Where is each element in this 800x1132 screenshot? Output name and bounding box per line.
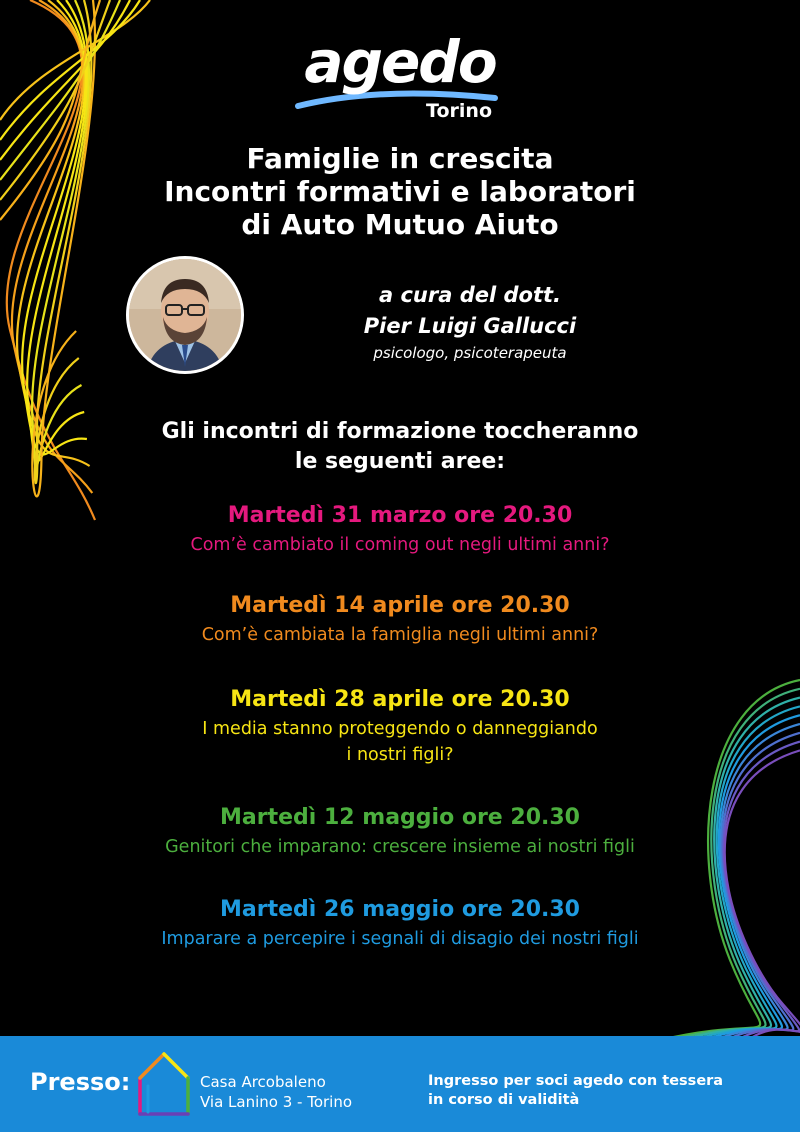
footer-bar: [0, 1036, 800, 1132]
logo-wordmark: agedo: [304, 28, 496, 96]
session-topic: Genitori che imparano: crescere insieme ai nostri figli: [165, 837, 635, 857]
entry-note-line-1: Ingresso per soci agedo con tessera: [428, 1073, 724, 1089]
session-date: Martedì 28 aprile ore 20.30: [230, 687, 570, 712]
intro-text: [0, 417, 800, 477]
session-item: [0, 802, 800, 860]
logo-city: Torino: [426, 100, 492, 122]
venue-name: Casa Arcobaleno: [200, 1073, 326, 1091]
session-topic: Com’è cambiata la famiglia negli ultimi anni?: [201, 625, 599, 645]
intro-line-2: le seguenti aree:: [294, 449, 506, 474]
session-topic-line-2: i nostri figli?: [346, 745, 454, 765]
session-date: Martedì 14 aprile ore 20.30: [230, 593, 570, 618]
session-topic: Com’è cambiato il coming out negli ultimi anni?: [190, 535, 610, 555]
intro-line-1: Gli incontri di formazione toccheranno: [161, 419, 639, 444]
decorative-line: [715, 724, 800, 1040]
casa-arcobaleno-logo-icon: [134, 1048, 194, 1118]
curator-intro: a cura del dott.: [378, 283, 562, 307]
session-date: Martedì 31 marzo ore 20.30: [227, 503, 573, 528]
decorative-line: [724, 742, 800, 1040]
decorative-line: [0, 0, 130, 160]
title-line-3: di Auto Mutuo Aiuto: [241, 208, 559, 241]
title-line-1: Famiglie in crescita: [246, 142, 554, 175]
presso-label: Presso:: [30, 1068, 131, 1096]
session-item: [0, 500, 800, 558]
agedo-logo: [290, 28, 510, 128]
decorative-line: [0, 0, 140, 140]
curator-name: Pier Luigi Gallucci: [363, 314, 577, 338]
page-title: [0, 142, 800, 241]
session-item: [0, 590, 800, 648]
entry-note: [428, 1072, 723, 1110]
session-date: Martedì 26 maggio ore 20.30: [220, 897, 580, 922]
title-line-2: Incontri formativi e laboratori: [164, 175, 636, 208]
session-topic: I media stanno proteggendo o danneggiando: [202, 719, 598, 739]
entry-note-line-2: in corso di validità: [428, 1092, 580, 1108]
session-topic: Imparare a percepire i segnali di disagio dei nostri figli: [161, 929, 639, 949]
venue-address: Via Lanino 3 - Torino: [200, 1093, 353, 1111]
decorative-line: [722, 733, 800, 1040]
decorative-line: [0, 0, 150, 120]
curator-block: [300, 280, 640, 364]
session-date: Martedì 12 maggio ore 20.30: [220, 805, 580, 830]
session-item: [0, 684, 800, 768]
curator-role: psicologo, psicoterapeuta: [373, 344, 567, 362]
venue: [200, 1072, 352, 1112]
decorative-line: [35, 0, 92, 483]
speaker-photo: [126, 256, 244, 374]
session-item: [0, 894, 800, 952]
